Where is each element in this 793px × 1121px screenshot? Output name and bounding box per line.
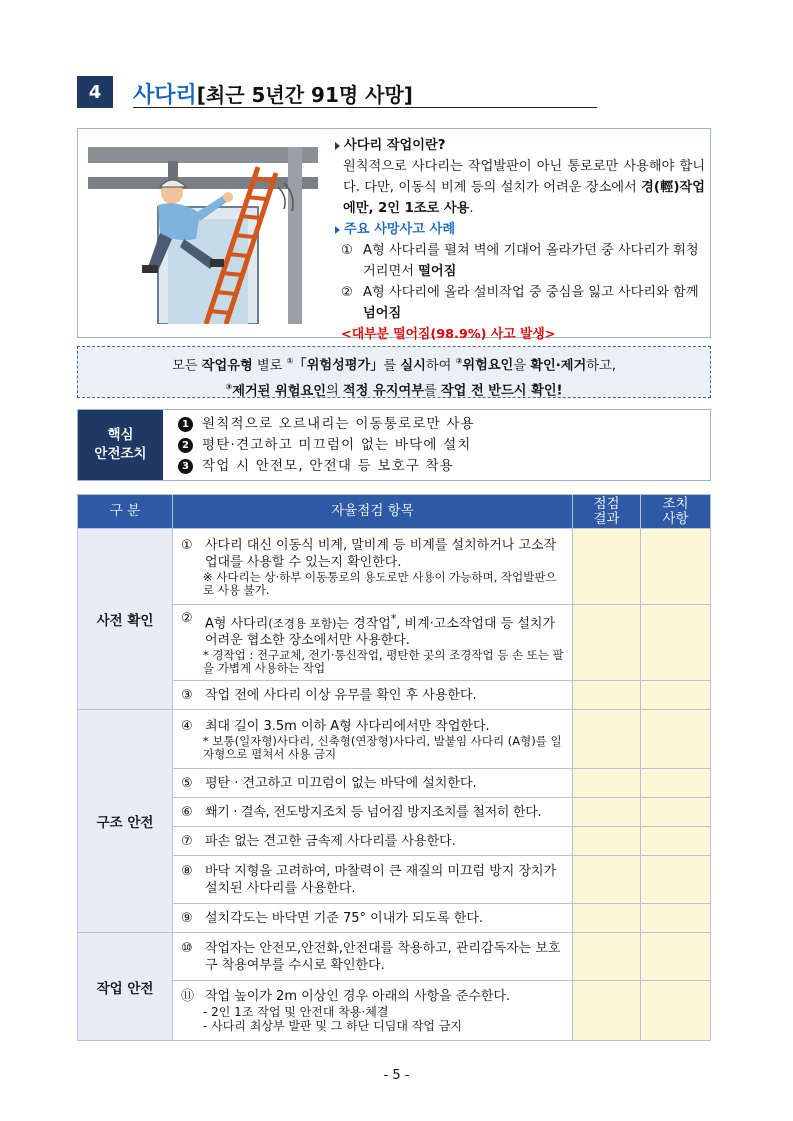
action-cell[interactable] <box>641 933 711 981</box>
check-item: ① 사다리 대신 이동식 비계, 말비계 등 비계를 설치하거나 고소작업대를 사용할 수 있는지 확인한다. ※ 사다리는 상·하부 이동통로의 용도로만 사용이 가능하며, 작업발판으로 사용 불가. <box>173 529 573 605</box>
result-cell[interactable] <box>573 981 641 1041</box>
table-row <box>78 798 711 827</box>
result-cell[interactable] <box>573 827 641 856</box>
header-category: 구 분 <box>78 495 173 529</box>
table-row <box>78 904 711 933</box>
check-item: ⑥ 쐐기 · 결속, 전도방지조치 등 넘어짐 방지조치를 철저히 한다. <box>173 798 573 827</box>
action-cell[interactable] <box>641 769 711 798</box>
table-row <box>78 827 711 856</box>
action-cell[interactable] <box>641 827 711 856</box>
section-title <box>133 78 413 109</box>
action-cell[interactable] <box>641 904 711 933</box>
result-cell[interactable] <box>573 933 641 981</box>
result-cell[interactable] <box>573 605 641 681</box>
intro-box <box>77 128 711 342</box>
table-row <box>78 681 711 710</box>
category-structural-safety: 구조 안전 <box>78 710 173 933</box>
page-number: - 5 - <box>383 1068 410 1083</box>
check-item: ⑧ 바닥 지형을 고려하여, 마찰력이 큰 재질의 미끄럼 방지 장치가 설치된 사다리를 사용한다. <box>173 856 573 904</box>
table-row <box>78 710 711 769</box>
number-circle-icon: 1 <box>178 417 193 432</box>
check-item: ⑪ 작업 높이가 2m 이상인 경우 아래의 사항을 준수한다. - 2인 1조 작업 및 안전대 착용·체결 - 사다리 최상부 발판 및 그 하단 디딤대 작업 금지 <box>173 981 573 1041</box>
number-circle-icon: 2 <box>178 438 193 453</box>
check-item: ⑨ 설치각도는 바닥면 기준 75° 이내가 되도록 한다. <box>173 904 573 933</box>
header-item: 자율점검 항목 <box>173 495 573 529</box>
result-cell[interactable] <box>573 769 641 798</box>
title-underline <box>133 107 597 108</box>
case-item: ② A형 사다리에 올라 설비작업 중 중심을 잃고 사다리와 함께 넘어짐 <box>341 285 699 321</box>
number-circle-icon: 3 <box>178 459 193 474</box>
header-action: 조치 사항 <box>641 495 711 529</box>
self-check-table <box>77 494 711 1041</box>
section-header <box>77 76 597 108</box>
action-cell[interactable] <box>641 710 711 769</box>
definition-heading: 사다리 작업이란? <box>335 135 705 156</box>
cases-heading: 주요 사망사고 사례 <box>335 219 705 240</box>
table-row <box>78 981 711 1041</box>
table-row <box>78 933 711 981</box>
check-item: ④ 최대 길이 3.5m 이하 A형 사다리에서만 작업한다. * 보통(일자형)사다리, 신축형(연장형)사다리, 발붙임 사다리 (A형)를 일자형으로 펼쳐서 사용 금지 <box>173 710 573 769</box>
triangle-bullet-icon <box>335 226 340 234</box>
core-label: 핵심 안전조치 <box>78 410 163 480</box>
action-cell[interactable] <box>641 681 711 710</box>
triangle-bullet-icon <box>335 142 340 150</box>
result-cell[interactable] <box>573 904 641 933</box>
accident-statistic-note: <대부분 떨어짐(98.9%) 사고 발생> <box>341 327 556 342</box>
risk-assessment-notice <box>77 346 711 398</box>
check-item: ⑦ 파손 없는 견고한 금속제 사다리를 사용한다. <box>173 827 573 856</box>
check-item: ⑩ 작업자는 안전모,안전화,안전대를 착용하고, 관리감독자는 보호구 착용여부를 수시로 확인한다. <box>173 933 573 981</box>
result-cell[interactable] <box>573 529 641 605</box>
core-safety-measures <box>77 409 711 481</box>
result-cell[interactable] <box>573 856 641 904</box>
core-items <box>178 414 475 477</box>
section-number: 4 <box>77 76 113 108</box>
core-item: 3 작업 시 안전모, 안전대 등 보호구 착용 <box>178 456 475 477</box>
definition-text: 원칙적으로 사다리는 작업발판이 아닌 통로로만 사용해야 합니다. 다만, 이동식 비계 등의 설치가 어려운 장소에서 경(輕)작업에만, 2인 1조로 사용. <box>343 159 705 216</box>
table-row <box>78 529 711 605</box>
check-item: ③ 작업 전에 사다리 이상 유무를 확인 후 사용한다. <box>173 681 573 710</box>
result-cell[interactable] <box>573 798 641 827</box>
action-cell[interactable] <box>641 529 711 605</box>
worker-falling-from-ladder-illustration <box>88 147 318 324</box>
check-item: ⑤ 평탄 · 견고하고 미끄럼이 없는 바닥에 설치한다. <box>173 769 573 798</box>
action-cell[interactable] <box>641 798 711 827</box>
section-title-rest: [최근 5년간 91명 사망] <box>196 83 413 107</box>
check-item: ② A형 사다리(조경용 포함)는 경작업*, 비계·고소작업대 등 설치가 어려운 협소한 장소에서만 사용한다. * 경작업 : 전구교체, 전기·통신작업, 평탄한 곳의 조경작업 등 손 또는 팔을 가볍게 사용하는 작업 <box>173 605 573 681</box>
result-cell[interactable] <box>573 710 641 769</box>
table-row <box>78 769 711 798</box>
core-item: 1 원칙적으로 오르내리는 이동통로로만 사용 <box>178 414 475 435</box>
header-result: 점검 결과 <box>573 495 641 529</box>
action-cell[interactable] <box>641 856 711 904</box>
section-title-accent: 사다리 <box>133 83 197 108</box>
core-item: 2 평탄·견고하고 미끄럼이 없는 바닥에 설치 <box>178 435 475 456</box>
result-cell[interactable] <box>573 681 641 710</box>
category-pre-check: 사전 확인 <box>78 529 173 710</box>
table-row <box>78 856 711 904</box>
table-row <box>78 605 711 681</box>
intro-text <box>335 135 705 345</box>
case-item: ① A형 사다리를 펼쳐 벽에 기대어 올라가던 중 사다리가 휘청거리면서 떨어짐 <box>341 243 699 279</box>
action-cell[interactable] <box>641 605 711 681</box>
category-work-safety: 작업 안전 <box>78 933 173 1041</box>
action-cell[interactable] <box>641 981 711 1041</box>
notice-line-1: 모든 작업유형 별로 ①「위험성평가」를 실시하여 ②위험요인을 확인·제거하고, <box>172 357 616 374</box>
notice-line-2: ③제거된 위험요인의 적정 유지여부를 작업 전 반드시 확인! <box>225 382 563 399</box>
table-header-row <box>78 495 711 529</box>
